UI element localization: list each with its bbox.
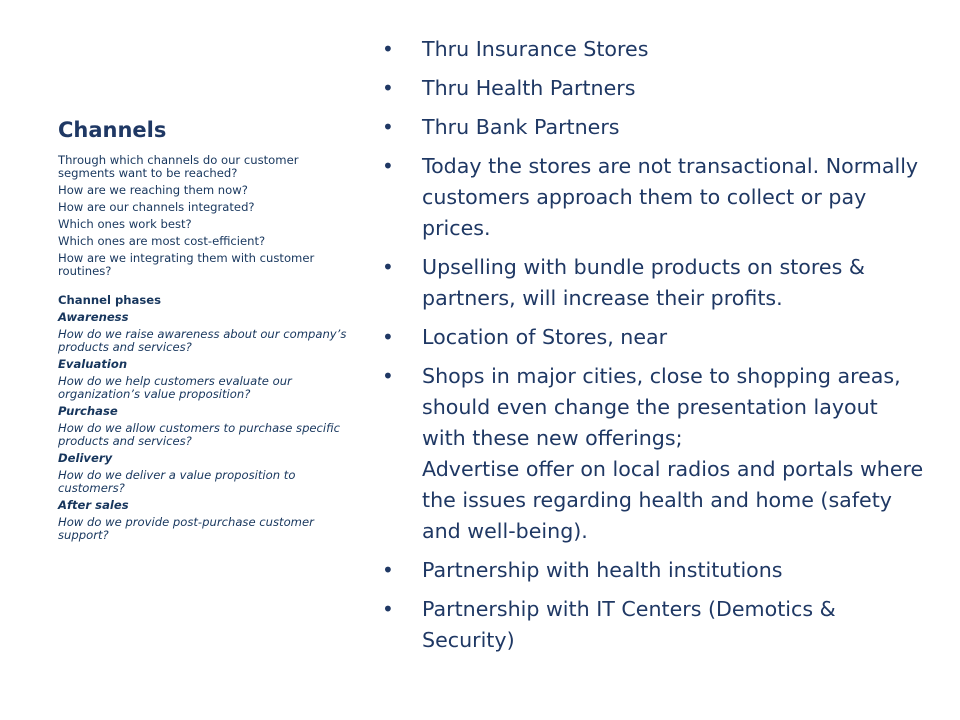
bullet-dot-icon: • (382, 115, 394, 139)
phase-name: Delivery (58, 451, 113, 465)
bullet-text: Location of Stores, near (422, 325, 668, 349)
bullet-dot-icon: • (382, 37, 394, 61)
phase-question: How do we provide post-purchase customer support? (58, 515, 314, 542)
bullet-text: Thru Health Partners (422, 76, 636, 100)
phase-list (58, 311, 358, 542)
bullet-item (382, 34, 927, 65)
question-item: Which ones work best? (58, 217, 192, 231)
question-item: How are we reaching them now? (58, 183, 248, 197)
question-item: How are we integrating them with customer routines? (58, 251, 315, 278)
phase-question: How do we help customers evaluate our organization’s value proposition? (58, 374, 292, 401)
phase-name: Evaluation (58, 357, 128, 371)
phase-name: After sales (58, 498, 129, 512)
phase-item (58, 452, 358, 495)
bullet-item (382, 322, 927, 353)
channel-phases-heading: Channel phases (58, 293, 162, 307)
slide-title: Channels (58, 118, 167, 142)
bullet-dot-icon: • (382, 325, 394, 349)
bullet-item (382, 151, 927, 244)
bullet-item (382, 361, 927, 547)
phase-name: Purchase (58, 404, 118, 418)
bullet-text: Partnership with health institutions (422, 558, 783, 582)
bullet-list (382, 34, 927, 656)
question-item: Which ones are most cost-efficient? (58, 234, 266, 248)
phase-item (58, 311, 358, 354)
question-item: How are our channels integrated? (58, 200, 255, 214)
phase-question: How do we allow customers to purchase specific products and services? (58, 421, 341, 448)
bullet-item (382, 112, 927, 143)
phase-name: Awareness (58, 310, 129, 324)
phase-item (58, 405, 358, 448)
bullet-text: Today the stores are not transactional. Normally customers approach them to collect or pay prices. (422, 154, 919, 240)
bullet-item (382, 555, 927, 586)
phase-item (58, 499, 358, 542)
bullet-item (382, 73, 927, 104)
question-list (58, 154, 358, 278)
bullet-dot-icon: • (382, 597, 394, 621)
bullet-item (382, 594, 927, 656)
bullet-text: Thru Insurance Stores (422, 37, 649, 61)
bullet-text: Shops in major cities, close to shopping areas, should even change the presentation layout with these new offerings; Advertise offer on local radios and portals where the issues regarding health and home (safety and well-being). (422, 364, 924, 543)
question-item: Through which channels do our customer segments want to be reached? (58, 153, 299, 180)
bullet-item (382, 252, 927, 314)
bullet-text: Upselling with bundle products on stores & partners, will increase their profits. (422, 255, 865, 310)
bullet-text: Thru Bank Partners (422, 115, 620, 139)
phase-item (58, 358, 358, 401)
phase-question: How do we raise awareness about our company’s products and services? (58, 327, 347, 354)
bullet-text: Partnership with IT Centers (Demotics & Security) (422, 597, 836, 652)
right-panel (382, 34, 927, 664)
bullet-dot-icon: • (382, 558, 394, 582)
left-panel (58, 154, 358, 546)
bullet-dot-icon: • (382, 364, 394, 388)
bullet-dot-icon: • (382, 154, 394, 178)
phase-question: How do we deliver a value proposition to customers? (58, 468, 296, 495)
bullet-dot-icon: • (382, 76, 394, 100)
bullet-dot-icon: • (382, 255, 394, 279)
